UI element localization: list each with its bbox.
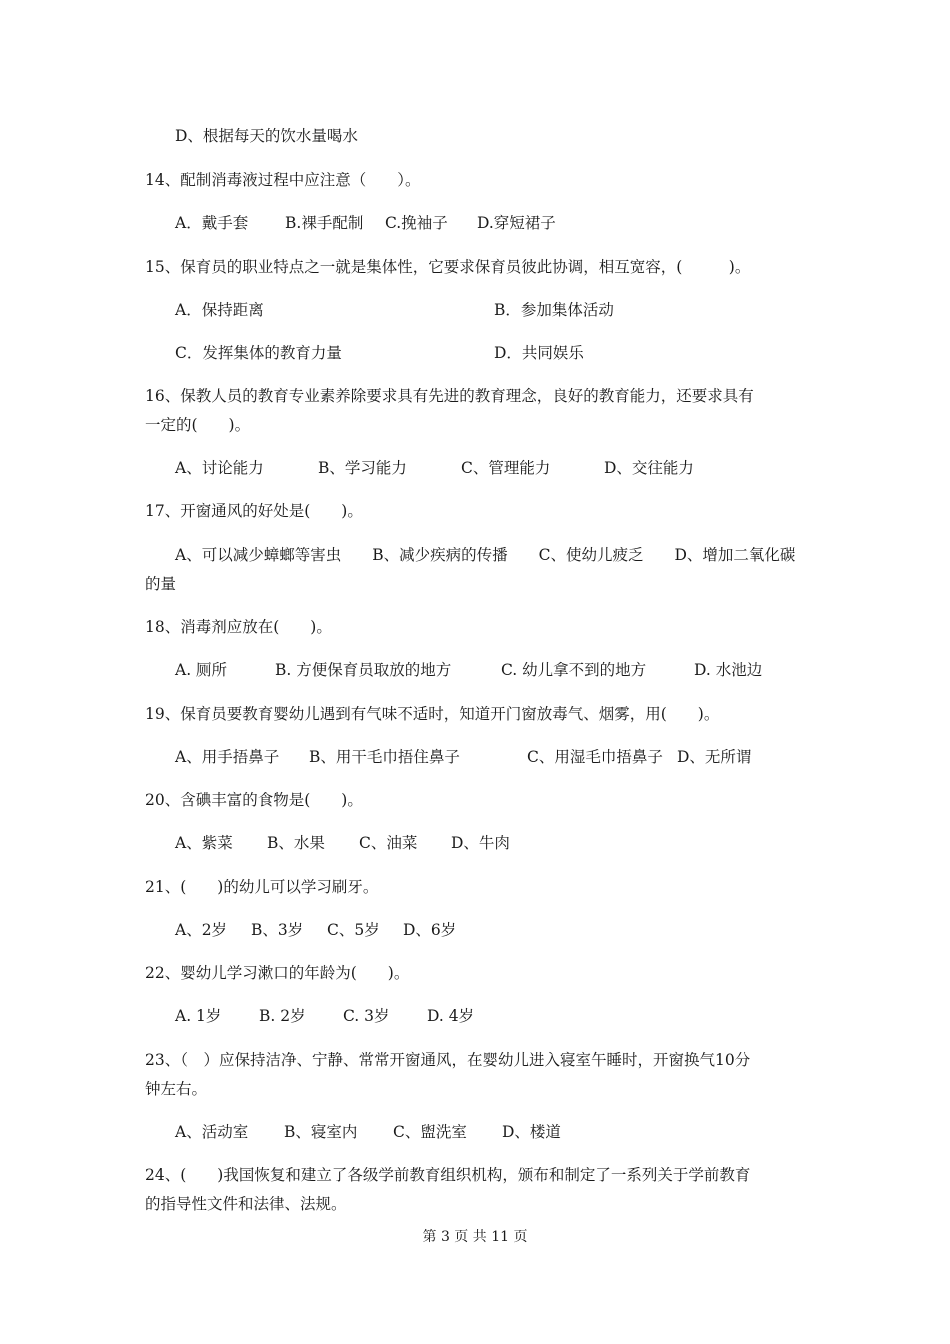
q18-option-d: D. 水池边 — [694, 661, 763, 679]
q18-option-b: B. 方便保育员取放的地方 — [275, 661, 452, 679]
q19-option-c: C、用湿毛巾捂鼻子 — [527, 748, 663, 766]
q14-option-a: A．戴手套 — [175, 214, 249, 232]
question-16-line1: 16、保教人员的教育专业素养除要求具有先进的教育理念，良好的教育能力，还要求具有 — [145, 387, 754, 405]
q20-option-b: B、水果 — [267, 834, 325, 852]
q16-option-a: A、讨论能力 — [175, 459, 264, 477]
q19-option-d: D、无所谓 — [677, 748, 752, 766]
q14-option-b: B.裸手配制 — [285, 214, 364, 232]
q20-options — [175, 829, 845, 858]
q23-options — [175, 1118, 845, 1147]
q16-option-b: B、学习能力 — [318, 459, 407, 477]
q22-option-c: C. 3岁 — [343, 1007, 390, 1025]
question-19: 19、保育员要教育婴幼儿遇到有气味不适时，知道开门窗放毒气、烟雾，用( )。 — [145, 705, 720, 723]
q23-option-b: B、寝室内 — [284, 1123, 358, 1141]
q15-option-b: B．参加集体活动 — [494, 301, 614, 319]
question-24-line2: 的指导性文件和法律、法规。 — [145, 1195, 347, 1213]
q20-option-a: A、紫菜 — [175, 834, 233, 852]
question-14: 14、配制消毒液过程中应注意（ ）。 — [145, 171, 421, 189]
q15-option-a: A．保持距离 — [175, 301, 264, 319]
q22-options — [175, 1002, 845, 1031]
q22-option-d: D. 4岁 — [427, 1007, 475, 1025]
question-22: 22、婴幼儿学习漱口的年龄为( )。 — [145, 964, 410, 982]
question-23-line1: 23、（ ）应保持洁净、宁静、常常开窗通风，在婴幼儿进入寝室午睡时，开窗换气10分 — [145, 1051, 751, 1069]
q16-option-d: D、交往能力 — [604, 459, 694, 477]
q17-options-line1: A、可以减少蟑螂等害虫 B、减少疾病的传播 C、使幼儿疲乏 D、增加二氧化碳 — [175, 546, 796, 564]
q15-option-d: D．共同娱乐 — [494, 344, 584, 362]
q17-options-line2: 的量 — [145, 575, 177, 593]
q21-option-a: A、2岁 — [175, 921, 228, 939]
question-20: 20、含碘丰富的食物是( )。 — [145, 791, 363, 809]
question-23-line2: 钟左右。 — [145, 1080, 208, 1098]
q14-options — [175, 209, 845, 238]
q16-options — [175, 454, 845, 483]
question-15: 15、保育员的职业特点之一就是集体性，它要求保育员彼此协调，相互宽容，( )。 — [145, 258, 751, 276]
q21-options — [175, 916, 845, 945]
q23-option-d: D、楼道 — [502, 1123, 561, 1141]
q23-option-c: C、盥洗室 — [393, 1123, 467, 1141]
q15-options-row2 — [175, 339, 845, 368]
page-footer: 第 3 页 共 11 页 — [422, 1229, 528, 1245]
q19-options — [175, 743, 845, 772]
q23-option-a: A、活动室 — [175, 1123, 249, 1141]
question-21: 21、( )的幼儿可以学习刷牙。 — [145, 878, 379, 896]
q18-option-c: C. 幼儿拿不到的地方 — [501, 661, 647, 679]
q15-options-row1 — [175, 296, 845, 325]
question-17: 17、开窗通风的好处是( )。 — [145, 502, 363, 520]
q21-option-c: C、5岁 — [327, 921, 380, 939]
q16-option-c: C、管理能力 — [461, 459, 551, 477]
q18-option-a: A. 厕所 — [175, 661, 228, 679]
question-24-line1: 24、( )我国恢复和建立了各级学前教育组织机构，颁布和制定了一系列关于学前教育 — [145, 1166, 751, 1184]
q22-option-b: B. 2岁 — [259, 1007, 306, 1025]
question-16-line2: 一定的( )。 — [145, 416, 251, 434]
q21-option-b: B、3岁 — [251, 921, 304, 939]
q18-options — [175, 656, 845, 685]
q22-option-a: A. 1岁 — [175, 1007, 222, 1025]
q19-option-b: B、用干毛巾捂住鼻子 — [309, 748, 460, 766]
q20-option-c: C、油菜 — [359, 834, 418, 852]
q19-option-a: A、用手捂鼻子 — [175, 748, 280, 766]
q14-option-c: C.挽袖子 — [385, 214, 448, 232]
q20-option-d: D、牛肉 — [451, 834, 510, 852]
q14-option-d: D.穿短裙子 — [477, 214, 556, 232]
q21-option-d: D、6岁 — [403, 921, 457, 939]
question-18: 18、消毒剂应放在( )。 — [145, 618, 332, 636]
q13-option-d: D、根据每天的饮水量喝水 — [175, 127, 358, 145]
q15-option-c: C．发挥集体的教育力量 — [175, 344, 342, 362]
